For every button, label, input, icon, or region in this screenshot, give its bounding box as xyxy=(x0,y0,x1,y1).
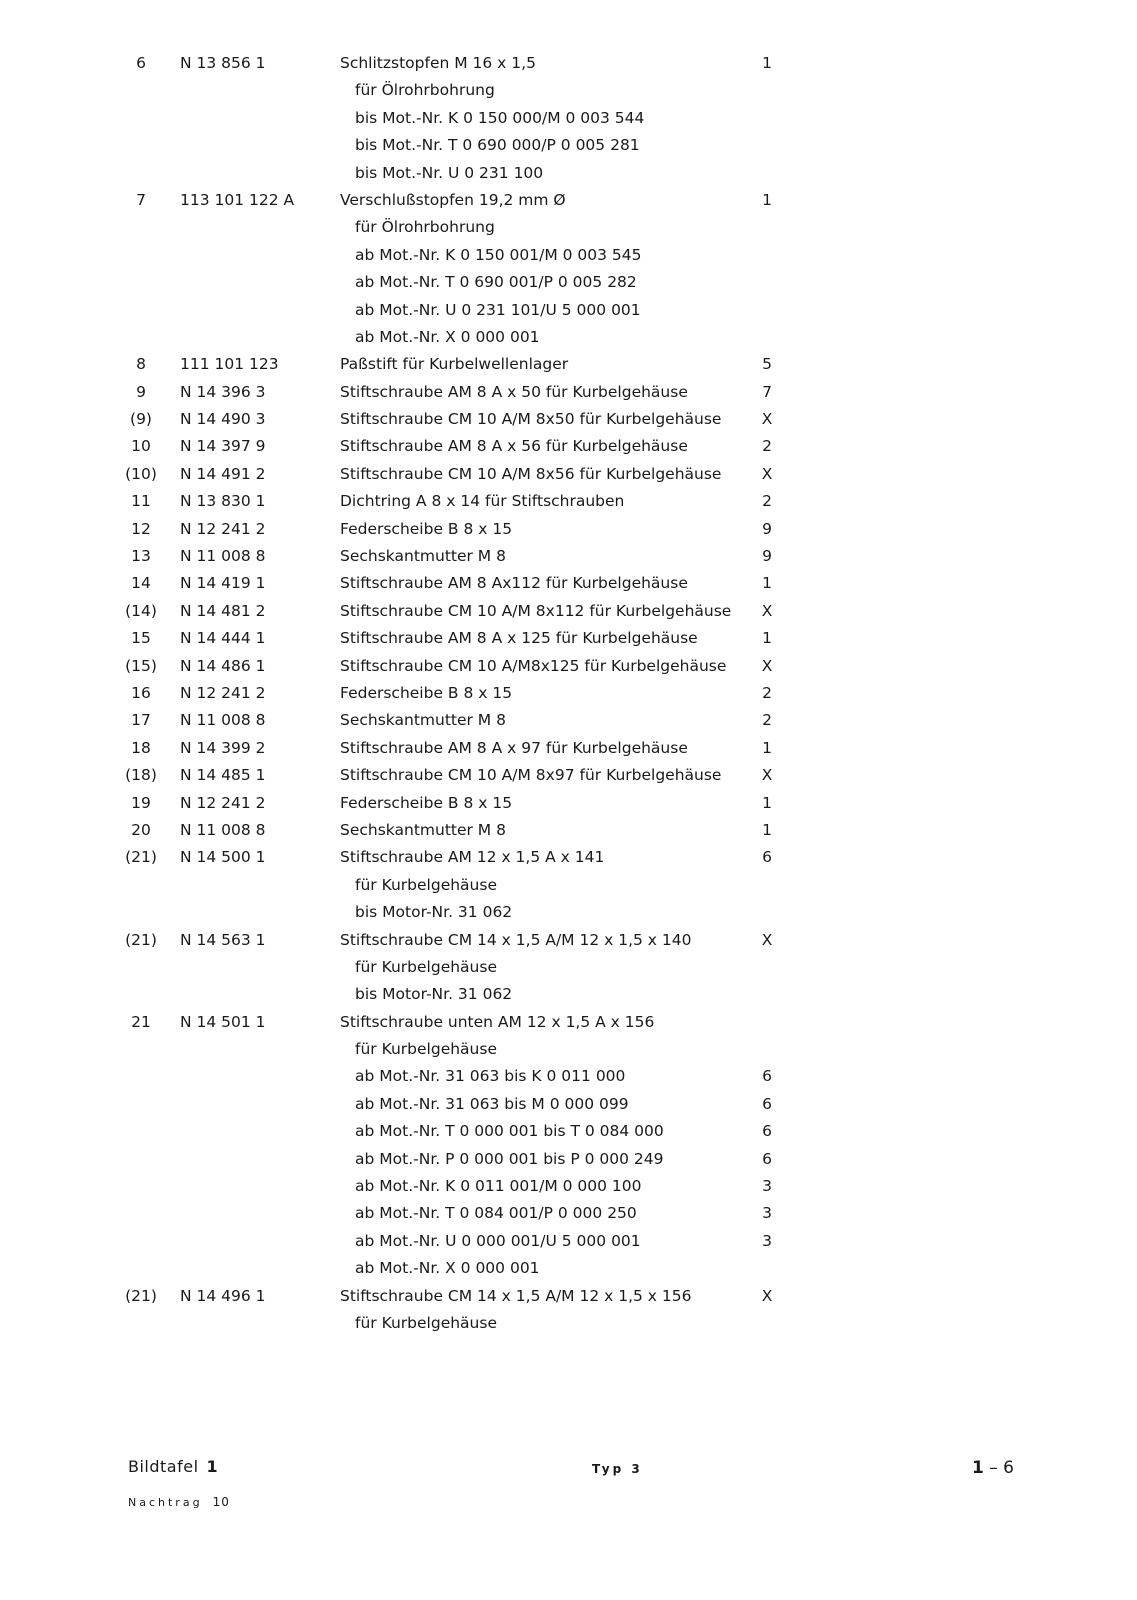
part-description: für Kurbelgehäuse xyxy=(355,875,497,894)
bildtafel-number: 1 xyxy=(206,1457,218,1476)
position-number: 11 xyxy=(131,492,151,511)
position-number: (10) xyxy=(125,464,157,483)
quantity: 2 xyxy=(762,711,772,730)
part-description: ab Mot.-Nr. 31 063 bis M 0 000 099 xyxy=(355,1094,629,1113)
part-number: N 14 496 1 xyxy=(180,1286,266,1305)
part-description: Verschlußstopfen 19,2 mm Ø xyxy=(340,190,566,209)
part-number: N 14 501 1 xyxy=(180,1012,266,1031)
table-row xyxy=(0,214,1137,241)
position-number: 17 xyxy=(131,711,151,730)
table-row xyxy=(0,77,1137,104)
position-number: 15 xyxy=(131,629,151,648)
part-description: Sechskantmutter M 8 xyxy=(340,820,506,839)
part-description: ab Mot.-Nr. X 0 000 001 xyxy=(355,1259,540,1278)
quantity: X xyxy=(761,1286,773,1305)
part-description: Dichtring A 8 x 14 für Stiftschrauben xyxy=(340,492,625,511)
table-row xyxy=(0,1036,1137,1063)
quantity: 6 xyxy=(762,1067,772,1086)
table-row xyxy=(0,899,1137,926)
position-number: 12 xyxy=(131,519,151,538)
table-row xyxy=(0,1063,1137,1090)
quantity: 2 xyxy=(762,492,772,511)
position-number: (15) xyxy=(125,656,157,675)
table-row xyxy=(0,735,1137,762)
table-row xyxy=(0,762,1137,789)
table-row xyxy=(0,625,1137,652)
position-number: 16 xyxy=(131,683,151,702)
quantity: 9 xyxy=(762,547,772,566)
table-row xyxy=(0,543,1137,570)
part-number: 111 101 123 xyxy=(180,355,279,374)
part-number: N 14 563 1 xyxy=(180,930,266,949)
table-row xyxy=(0,242,1137,269)
table-row xyxy=(0,844,1137,871)
part-number: N 14 419 1 xyxy=(180,574,266,593)
nachtrag-label: Nachtrag xyxy=(128,1496,203,1509)
part-description: bis Mot.-Nr. U 0 231 100 xyxy=(355,163,544,182)
quantity: 3 xyxy=(762,1231,772,1250)
quantity: X xyxy=(761,656,773,675)
position-number: (14) xyxy=(125,601,157,620)
part-description: für Ölrohrbohrung xyxy=(355,218,495,237)
table-row xyxy=(0,461,1137,488)
table-row xyxy=(0,1283,1137,1310)
position-number: 10 xyxy=(131,437,151,456)
type-label: Typ 3 xyxy=(592,1462,643,1476)
part-description: ab Mot.-Nr. K 0 011 001/M 0 000 100 xyxy=(355,1177,642,1196)
quantity: 3 xyxy=(762,1177,772,1196)
table-row xyxy=(0,351,1137,378)
table-row xyxy=(0,105,1137,132)
position-number: 8 xyxy=(136,355,146,374)
quantity: 6 xyxy=(762,1094,772,1113)
part-number: 113 101 122 A xyxy=(180,190,295,209)
quantity: 1 xyxy=(762,574,772,593)
position-number: 21 xyxy=(131,1012,151,1031)
quantity: 3 xyxy=(762,1204,772,1223)
position-number: 14 xyxy=(131,574,151,593)
quantity: X xyxy=(761,410,773,429)
part-number: N 14 490 3 xyxy=(180,410,266,429)
position-number: 20 xyxy=(131,820,151,839)
part-description: bis Mot.-Nr. K 0 150 000/M 0 003 544 xyxy=(355,108,645,127)
table-row xyxy=(0,433,1137,460)
position-number: (21) xyxy=(125,1286,157,1305)
quantity: 2 xyxy=(762,437,772,456)
page-number-separator: – xyxy=(989,1458,998,1478)
part-description: ab Mot.-Nr. X 0 000 001 xyxy=(355,327,540,346)
table-row xyxy=(0,653,1137,680)
table-row xyxy=(0,297,1137,324)
table-row xyxy=(0,981,1137,1008)
part-description: Stiftschraube AM 8 Ax112 für Kurbelgehäuse xyxy=(340,574,688,593)
part-number: N 12 241 2 xyxy=(180,519,266,538)
part-number: N 14 444 1 xyxy=(180,629,266,648)
part-description: ab Mot.-Nr. T 0 000 001 bis T 0 084 000 xyxy=(355,1122,664,1141)
part-description: für Kurbelgehäuse xyxy=(355,957,497,976)
table-row xyxy=(0,132,1137,159)
part-description: ab Mot.-Nr. U 0 231 101/U 5 000 001 xyxy=(355,300,641,319)
part-description: für Kurbelgehäuse xyxy=(355,1040,497,1059)
position-number: 6 xyxy=(136,54,146,72)
table-row xyxy=(0,707,1137,734)
table-row xyxy=(0,927,1137,954)
part-number: N 14 399 2 xyxy=(180,738,266,757)
part-number: N 14 481 2 xyxy=(180,601,266,620)
part-description: ab Mot.-Nr. K 0 150 001/M 0 003 545 xyxy=(355,245,642,264)
table-row xyxy=(0,1118,1137,1145)
part-number: N 14 486 1 xyxy=(180,656,266,675)
bildtafel-label: Bildtafel xyxy=(128,1457,199,1476)
table-row xyxy=(0,50,1137,77)
part-number: N 14 491 2 xyxy=(180,464,266,483)
table-row xyxy=(0,1310,1137,1337)
part-description: Stiftschraube CM 14 x 1,5 A/M 12 x 1,5 x 156 xyxy=(340,1286,692,1305)
table-row xyxy=(0,598,1137,625)
part-description: ab Mot.-Nr. T 0 690 001/P 0 005 282 xyxy=(355,273,637,292)
quantity: 5 xyxy=(762,355,772,374)
quantity: 1 xyxy=(762,820,772,839)
position-number: 9 xyxy=(136,382,146,401)
parts-list-table xyxy=(0,50,1137,1337)
quantity: 6 xyxy=(762,1149,772,1168)
part-description: Stiftschraube CM 10 A/M 8x50 für Kurbelgehäuse xyxy=(340,410,722,429)
part-number: N 13 830 1 xyxy=(180,492,266,511)
part-description: Federscheibe B 8 x 15 xyxy=(340,793,513,812)
quantity: X xyxy=(761,464,773,483)
part-description: Stiftschraube CM 14 x 1,5 A/M 12 x 1,5 x 140 xyxy=(340,930,692,949)
quantity: 1 xyxy=(762,54,772,72)
position-number: (18) xyxy=(125,766,157,785)
part-description: Stiftschraube AM 8 A x 97 für Kurbelgehäuse xyxy=(340,738,688,757)
quantity: 7 xyxy=(762,382,772,401)
part-number: N 14 397 9 xyxy=(180,437,266,456)
part-description: bis Motor-Nr. 31 062 xyxy=(355,985,513,1004)
table-row xyxy=(0,269,1137,296)
table-row xyxy=(0,570,1137,597)
part-description: ab Mot.-Nr. U 0 000 001/U 5 000 001 xyxy=(355,1231,641,1250)
part-description: Stiftschraube unten AM 12 x 1,5 A x 156 xyxy=(340,1012,655,1031)
part-description: für Kurbelgehäuse xyxy=(355,1313,497,1332)
part-number: N 12 241 2 xyxy=(180,683,266,702)
part-number: N 14 485 1 xyxy=(180,766,266,785)
page-number-sub: 6 xyxy=(1003,1458,1014,1478)
position-number: 19 xyxy=(131,793,151,812)
part-description: Stiftschraube AM 12 x 1,5 A x 141 xyxy=(340,848,605,867)
page-number-main: 1 xyxy=(972,1458,984,1478)
position-number: (21) xyxy=(125,848,157,867)
part-number: N 14 396 3 xyxy=(180,382,266,401)
table-row xyxy=(0,1009,1137,1036)
part-description: Federscheibe B 8 x 15 xyxy=(340,519,513,538)
table-row xyxy=(0,1173,1137,1200)
part-description: Sechskantmutter M 8 xyxy=(340,547,506,566)
part-description: Federscheibe B 8 x 15 xyxy=(340,683,513,702)
part-description: Schlitzstopfen M 16 x 1,5 xyxy=(340,54,536,72)
quantity: X xyxy=(761,766,773,785)
part-description: Sechskantmutter M 8 xyxy=(340,711,506,730)
part-description: Stiftschraube AM 8 A x 56 für Kurbelgehäuse xyxy=(340,437,688,456)
part-description: ab Mot.-Nr. T 0 084 001/P 0 000 250 xyxy=(355,1204,637,1223)
position-number: (9) xyxy=(130,410,152,429)
part-description: bis Motor-Nr. 31 062 xyxy=(355,903,513,922)
table-row xyxy=(0,160,1137,187)
part-description: Stiftschraube CM 10 A/M 8x97 für Kurbelgehäuse xyxy=(340,766,722,785)
part-description: Stiftschraube CM 10 A/M8x125 für Kurbelgehäuse xyxy=(340,656,727,675)
part-number: N 11 008 8 xyxy=(180,547,266,566)
table-row xyxy=(0,1146,1137,1173)
quantity: 1 xyxy=(762,190,772,209)
bildtafel-footer xyxy=(128,1457,218,1476)
quantity: 1 xyxy=(762,738,772,757)
part-number: N 11 008 8 xyxy=(180,820,266,839)
position-number: (21) xyxy=(125,930,157,949)
table-row xyxy=(0,790,1137,817)
page-number xyxy=(972,1458,1014,1478)
part-description: ab Mot.-Nr. 31 063 bis K 0 011 000 xyxy=(355,1067,626,1086)
part-description: Stiftschraube CM 10 A/M 8x56 für Kurbelgehäuse xyxy=(340,464,722,483)
quantity: 2 xyxy=(762,683,772,702)
table-row xyxy=(0,680,1137,707)
quantity: 9 xyxy=(762,519,772,538)
table-row xyxy=(0,379,1137,406)
part-description: Stiftschraube CM 10 A/M 8x112 für Kurbelgehäuse xyxy=(340,601,732,620)
table-row xyxy=(0,872,1137,899)
part-description: bis Mot.-Nr. T 0 690 000/P 0 005 281 xyxy=(355,136,640,155)
position-number: 13 xyxy=(131,547,151,566)
table-row xyxy=(0,1200,1137,1227)
table-row xyxy=(0,324,1137,351)
table-row xyxy=(0,516,1137,543)
nachtrag-footer xyxy=(128,1495,230,1509)
table-row xyxy=(0,488,1137,515)
table-row xyxy=(0,187,1137,214)
quantity: 1 xyxy=(762,629,772,648)
table-row xyxy=(0,1091,1137,1118)
table-row xyxy=(0,817,1137,844)
table-row xyxy=(0,1255,1137,1282)
table-row xyxy=(0,954,1137,981)
part-number: N 13 856 1 xyxy=(180,54,266,72)
part-description: Stiftschraube AM 8 A x 125 für Kurbelgehäuse xyxy=(340,629,698,648)
quantity: 1 xyxy=(762,793,772,812)
part-description: Stiftschraube AM 8 A x 50 für Kurbelgehäuse xyxy=(340,382,688,401)
part-number: N 12 241 2 xyxy=(180,793,266,812)
nachtrag-number: 10 xyxy=(212,1495,230,1509)
quantity: X xyxy=(761,930,773,949)
position-number: 7 xyxy=(136,190,146,209)
part-number: N 14 500 1 xyxy=(180,848,266,867)
part-description: Paßstift für Kurbelwellenlager xyxy=(340,355,569,374)
quantity: 6 xyxy=(762,848,772,867)
position-number: 18 xyxy=(131,738,151,757)
quantity: 6 xyxy=(762,1122,772,1141)
table-row xyxy=(0,1228,1137,1255)
part-number: N 11 008 8 xyxy=(180,711,266,730)
part-description: für Ölrohrbohrung xyxy=(355,81,495,100)
quantity: X xyxy=(761,601,773,620)
table-row xyxy=(0,406,1137,433)
part-description: ab Mot.-Nr. P 0 000 001 bis P 0 000 249 xyxy=(355,1149,664,1168)
